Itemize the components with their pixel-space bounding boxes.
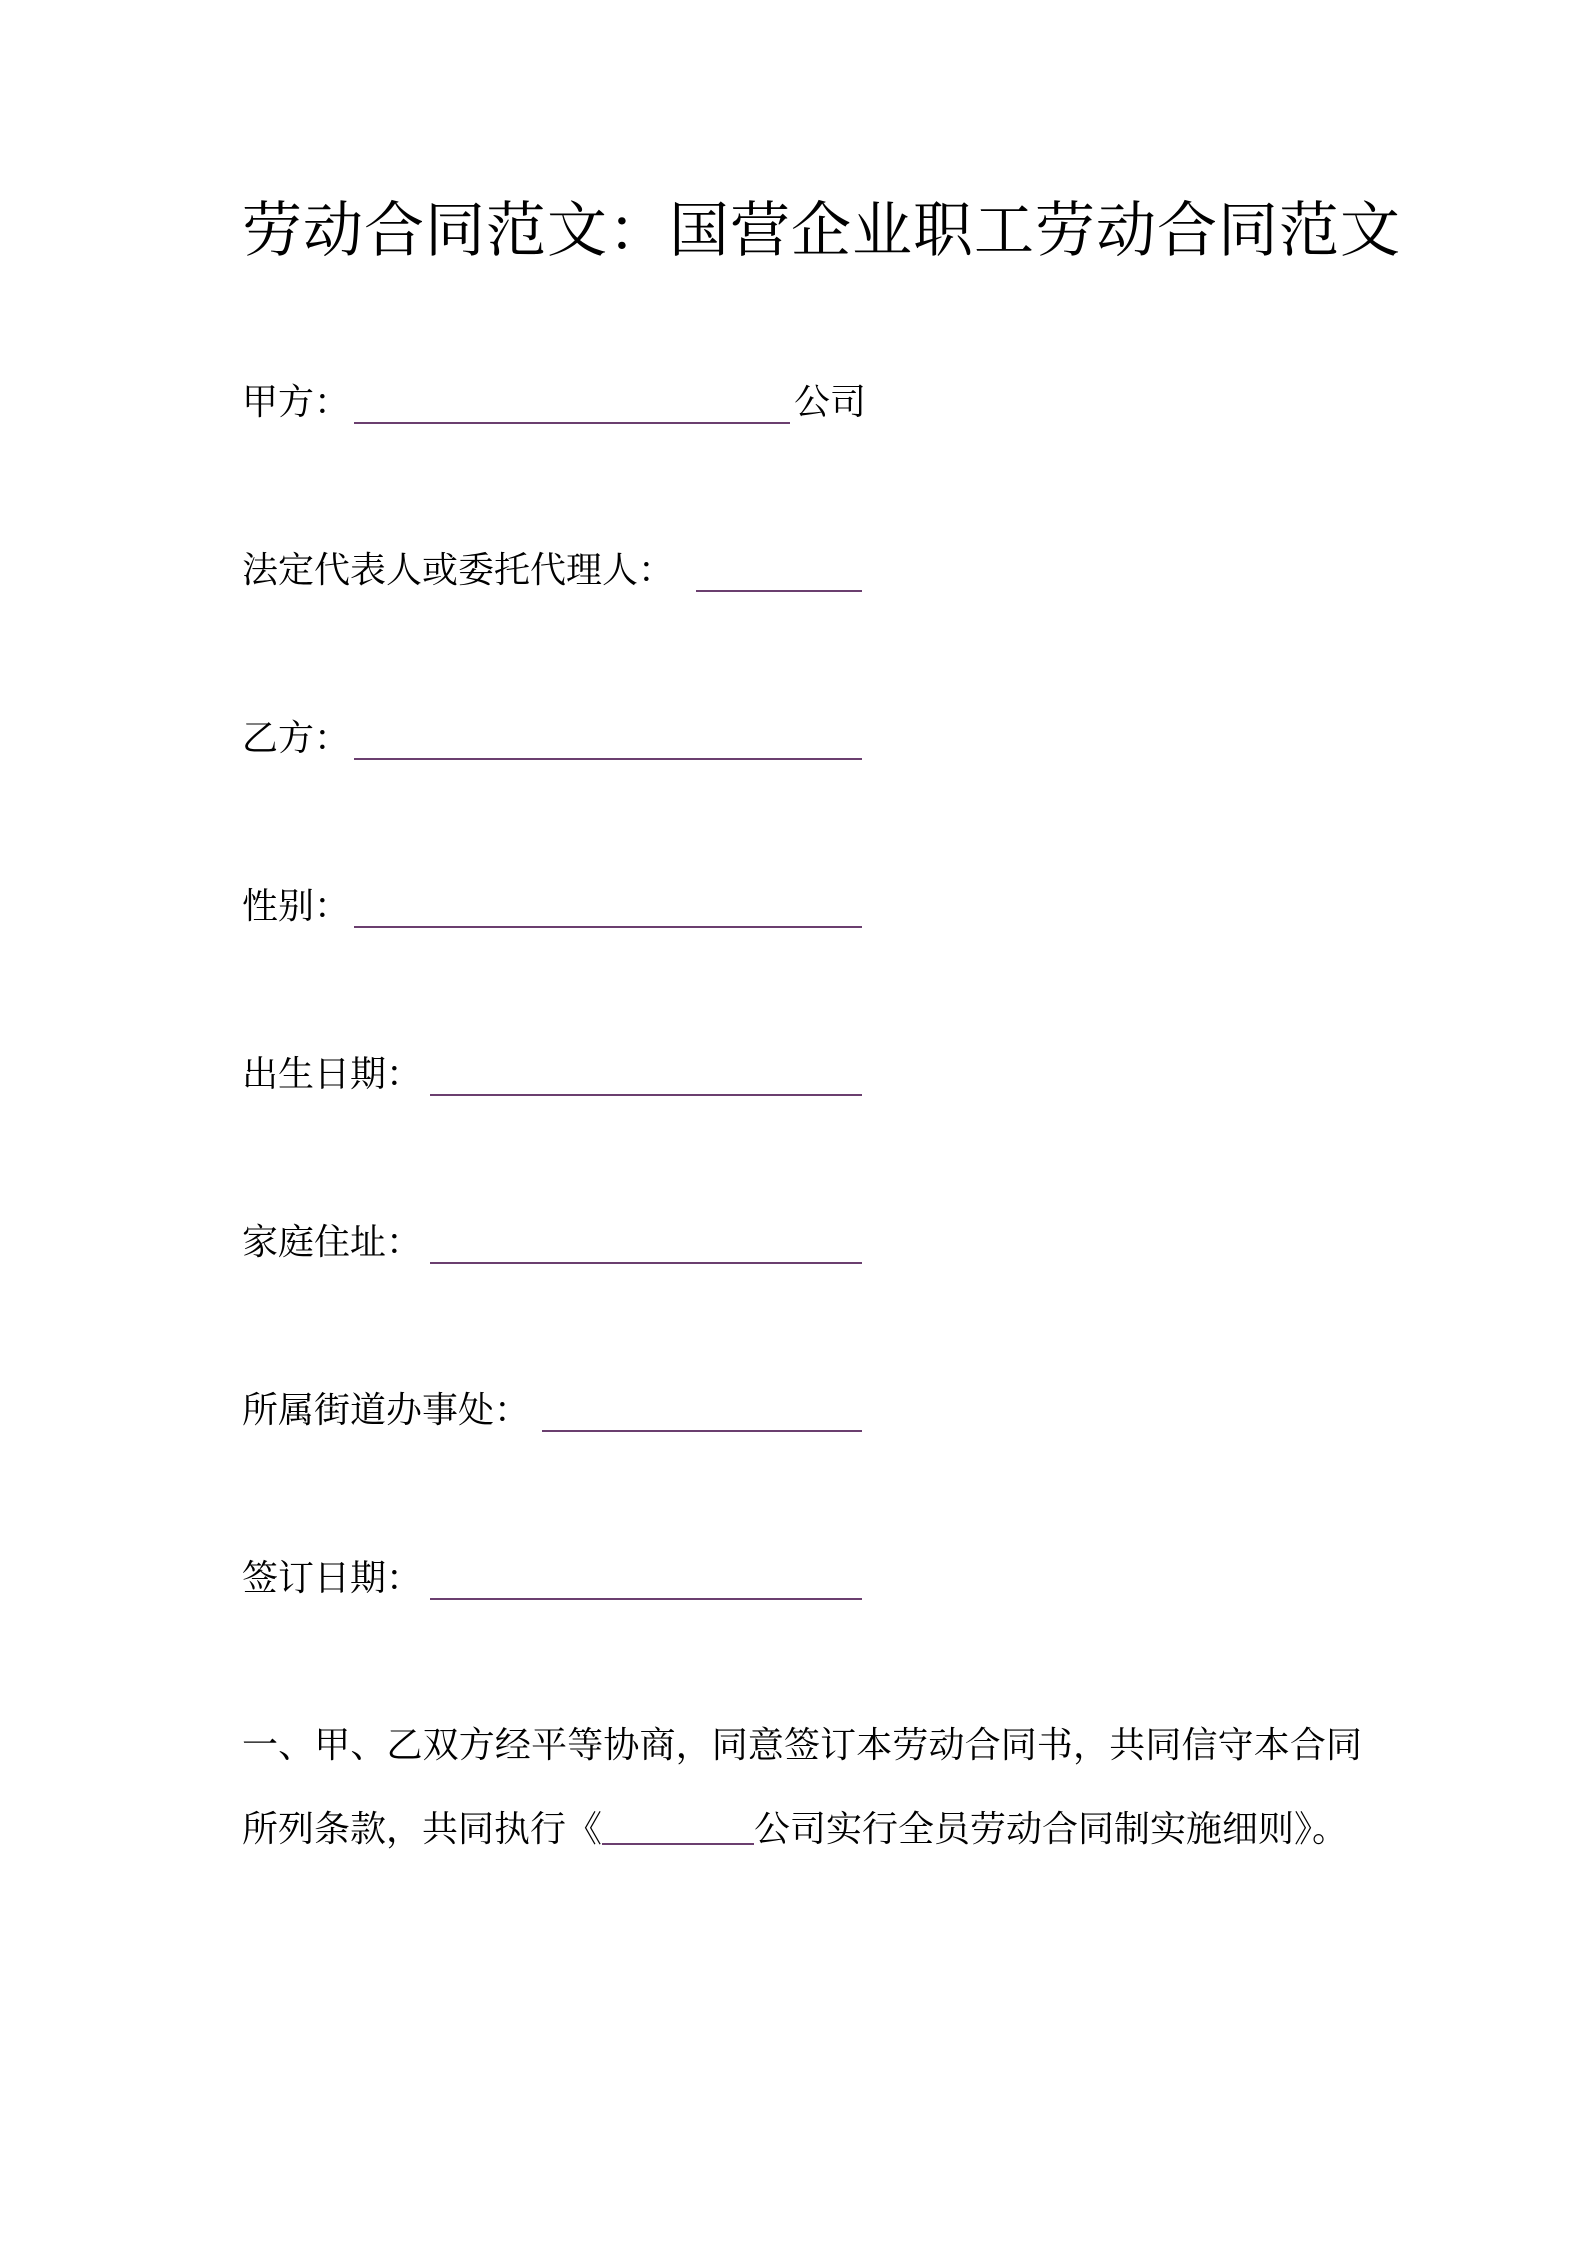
party-b-blank[interactable] [354, 758, 862, 760]
birth-date-blank[interactable] [430, 1094, 862, 1096]
gender-field [242, 882, 862, 932]
company-name-blank[interactable] [602, 1809, 754, 1845]
legal-rep-field [242, 546, 862, 596]
sign-date-label: 签订日期： [242, 1558, 423, 1599]
home-address-label: 家庭住址： [242, 1222, 423, 1263]
street-office-field [242, 1386, 862, 1436]
birth-date-field [242, 1050, 862, 1100]
home-address-blank[interactable] [430, 1262, 862, 1264]
party-a-field [242, 378, 867, 428]
document-title: 劳动合同范文：国营企业职工劳动合同范文 [242, 196, 1401, 266]
clause-1-paragraph [242, 1704, 1362, 1872]
sign-date-blank[interactable] [430, 1598, 862, 1600]
street-office-label: 所属街道办事处： [242, 1390, 531, 1431]
street-office-blank[interactable] [542, 1430, 862, 1432]
gender-label: 性别： [242, 886, 351, 927]
sign-date-field [242, 1554, 862, 1604]
party-b-field [242, 714, 862, 764]
party-a-label: 甲方： [242, 382, 351, 423]
birth-date-label: 出生日期： [242, 1054, 423, 1095]
legal-rep-label: 法定代表人或委托代理人： [242, 550, 675, 591]
gender-blank[interactable] [354, 926, 862, 928]
clause-1-text-after: 公司实行全员劳动合同制实施细则》。 [754, 1809, 1349, 1850]
party-a-suffix: 公司 [794, 382, 867, 423]
party-a-blank[interactable] [354, 422, 790, 424]
party-b-label: 乙方： [242, 718, 351, 759]
home-address-field [242, 1218, 862, 1268]
clause-1-text-before: 一、甲、乙双方经平等协商，同意签订本劳动合同书，共同信守本合同所列条款，共同执行《 [242, 1725, 1362, 1850]
legal-rep-blank[interactable] [696, 590, 862, 592]
